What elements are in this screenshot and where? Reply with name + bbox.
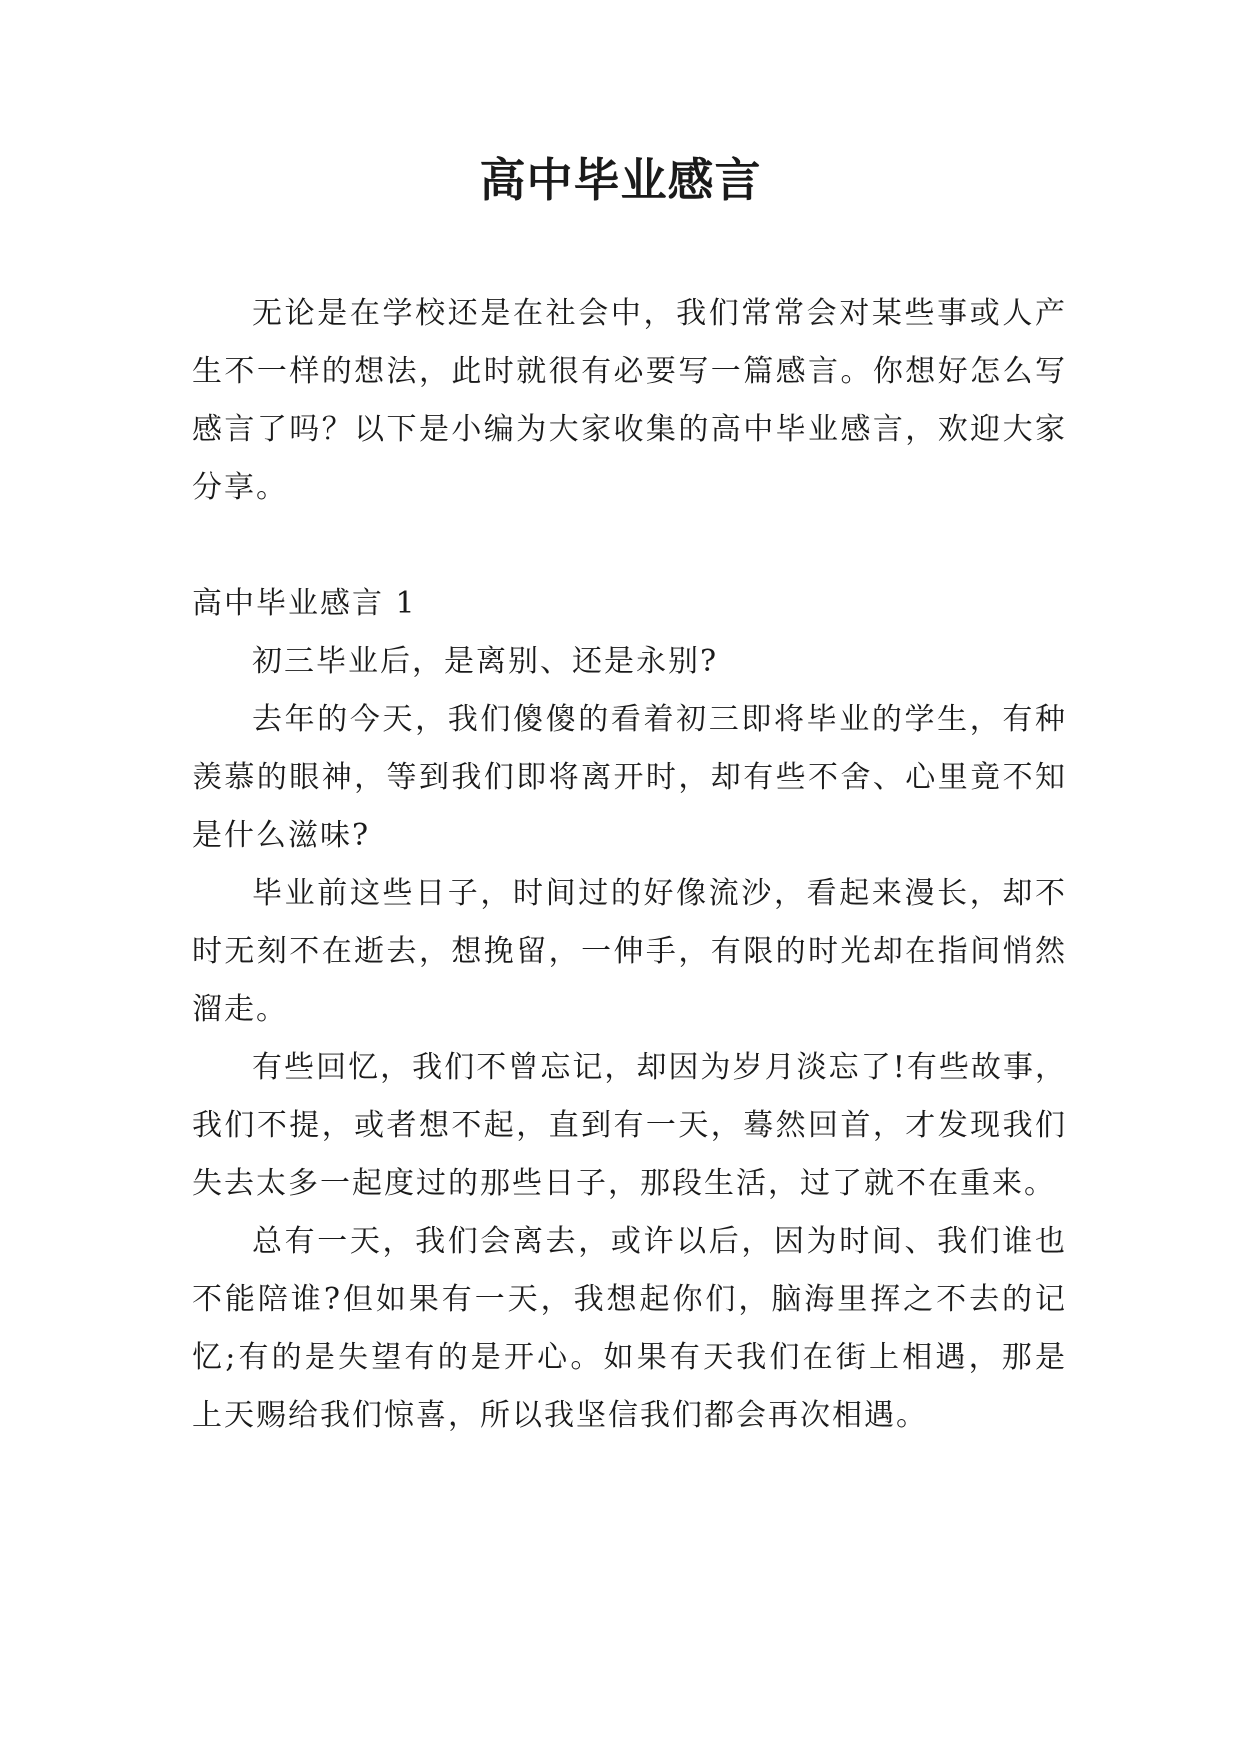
paragraph-4: 有些回忆，我们不曾忘记，却因为岁月淡忘了!有些故事，我们不提，或者想不起，直到有一天，蓦然回首，才发现我们失去太多一起度过的那些日子，那段生活，过了就不在重来。 — [192, 1050, 1067, 1201]
paragraph-2: 去年的今天，我们傻傻的看着初三即将毕业的学生，有种羡慕的眼神，等到我们即将离开时，却有些不舍、心里竟不知是什么滋味? — [192, 702, 1067, 853]
paragraph-5: 总有一天，我们会离去，或许以后，因为时间、我们谁也不能陪谁?但如果有一天，我想起你们，脑海里挥之不去的记忆;有的是失望有的是开心。如果有天我们在街上相遇，那是上天赐给我们惊喜，所以我坚信我们都会再次相遇。 — [192, 1224, 1067, 1433]
paragraph-1: 初三毕业后，是离别、还是永别? — [252, 644, 719, 679]
section-heading: 高中毕业感言 1 — [192, 586, 417, 621]
document-body — [192, 285, 1067, 1445]
intro-paragraph: 无论是在学校还是在社会中，我们常常会对某些事或人产生不一样的想法，此时就很有必要写一篇感言。你想好怎么写感言了吗？以下是小编为大家收集的高中毕业感言，欢迎大家分享。 — [192, 296, 1067, 505]
paragraph-3: 毕业前这些日子，时间过的好像流沙，看起来漫长，却不时无刻不在逝去，想挽留，一伸手，有限的时光却在指间悄然溜走。 — [192, 876, 1067, 1027]
document-title: 高中毕业感言 — [479, 153, 762, 207]
